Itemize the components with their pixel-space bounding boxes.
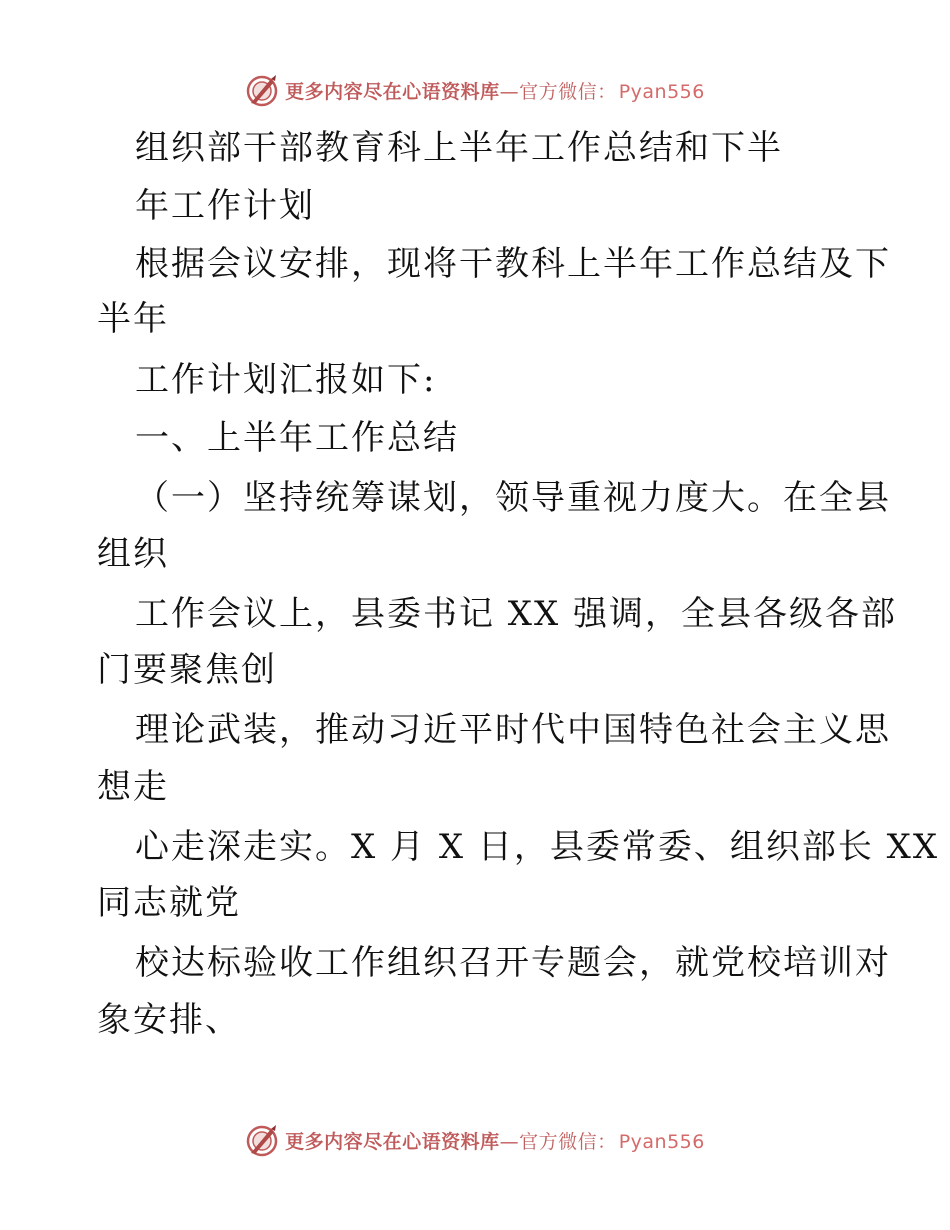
doc-paragraph-line: 同志就党 — [97, 883, 241, 923]
doc-paragraph-line: 理论武装，推动习近平时代中国特色社会主义思 — [135, 710, 891, 750]
doc-paragraph-line: 心走深走实。X 月 X 日，县委常委、组织部长 XX — [135, 827, 940, 867]
doc-paragraph-line: 工作会议上，县委书记 XX 强调，全县各级各部 — [135, 594, 898, 634]
quill-seal-icon — [245, 73, 279, 107]
doc-title-line-1: 组织部干部教育科上半年工作总结和下半 — [135, 128, 783, 168]
doc-paragraph-line: 象安排、 — [97, 1000, 241, 1040]
doc-paragraph-line: （一）坚持统筹谋划，领导重视力度大。在全县 — [135, 478, 891, 518]
watermark-brand-text: 更多内容尽在心语资料库 — [285, 80, 500, 103]
watermark-wechat-id: Pyan556 — [618, 1130, 705, 1153]
watermark-dash: — — [499, 80, 520, 103]
doc-paragraph-line: 根据会议安排，现将干教科上半年工作总结及下 — [135, 244, 891, 284]
header-watermark — [0, 70, 950, 110]
doc-title-line-2: 年工作计划 — [135, 186, 315, 226]
watermark-dash: — — [499, 1130, 520, 1153]
doc-paragraph-line: 组织 — [97, 534, 169, 574]
watermark-wechat-id: Pyan556 — [618, 80, 705, 103]
doc-paragraph-line: 门要聚焦创 — [97, 650, 277, 690]
doc-paragraph-line: 想走 — [97, 767, 169, 807]
doc-paragraph-line: 半年 — [97, 299, 169, 339]
footer-watermark — [0, 1120, 950, 1160]
doc-paragraph-line: 工作计划汇报如下: — [135, 360, 437, 400]
doc-paragraph-line: 校达标验收工作组织召开专题会，就党校培训对 — [135, 943, 891, 983]
watermark-brand-text: 更多内容尽在心语资料库 — [285, 1130, 500, 1153]
doc-section-heading: 一、上半年工作总结 — [135, 418, 459, 458]
watermark-wechat-label: 官方微信： — [519, 80, 617, 103]
quill-seal-icon — [245, 1123, 279, 1157]
watermark-wechat-label: 官方微信： — [519, 1130, 617, 1153]
